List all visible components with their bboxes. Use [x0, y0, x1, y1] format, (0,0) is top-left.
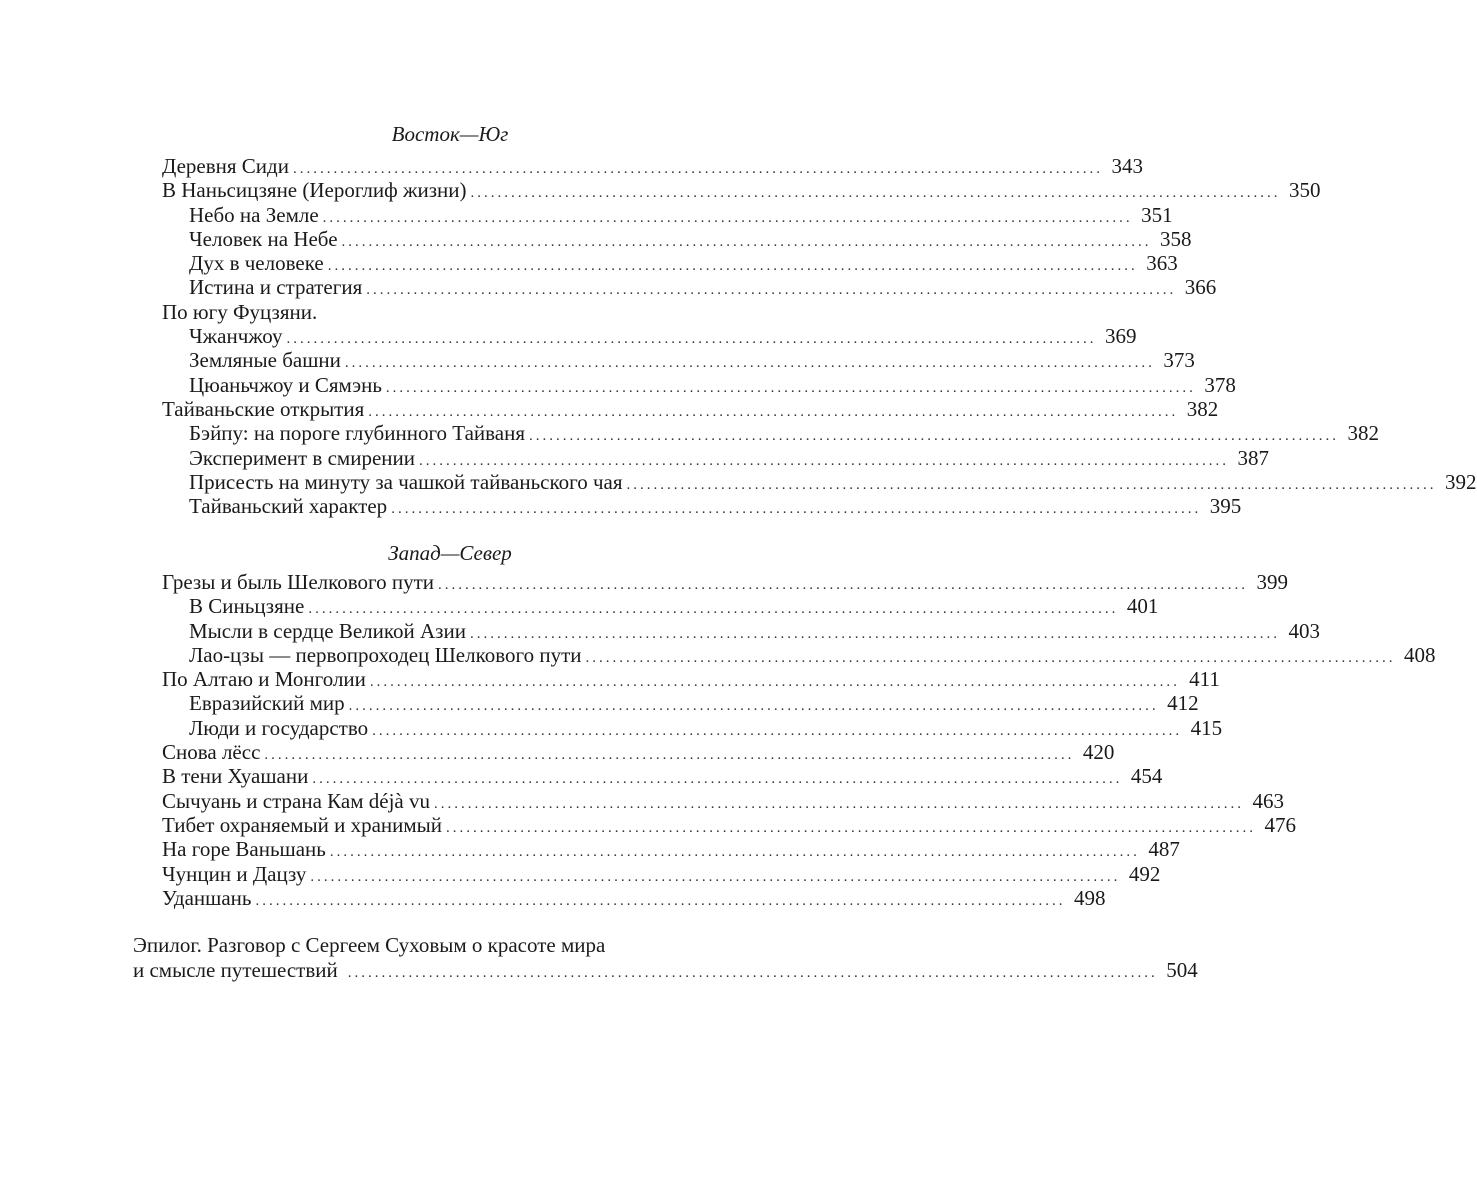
page-number: 395	[1209, 494, 1242, 519]
toc-entry[interactable]	[162, 445, 1269, 470]
toc-entry-title: Цюаньчжоу и Сямэнь	[189, 372, 382, 397]
toc-entry[interactable]	[162, 494, 1242, 519]
toc-entry-title: В Синьцзяне	[189, 594, 305, 619]
toc-entry[interactable]	[162, 618, 1320, 643]
toc-entry[interactable]	[162, 396, 1219, 421]
toc-entry-title: Истина и стратегия	[189, 275, 363, 300]
dot-leader: ........................................................................................................................	[310, 868, 1121, 885]
page-number: 366	[1184, 275, 1217, 300]
toc-entry[interactable]	[162, 691, 1199, 716]
toc-entry[interactable]	[162, 740, 1115, 765]
toc-entry-title: Люди и государство	[189, 715, 369, 740]
toc-entry[interactable]	[162, 324, 1137, 349]
dot-leader: ........................................................................................................................	[286, 331, 1097, 348]
page-number: 351	[1141, 202, 1173, 227]
toc-entry-title: На горе Ваньшань	[162, 837, 326, 862]
dot-leader: ........................................................................................................................	[391, 501, 1202, 518]
toc-entry-title: Чжанчжоу	[189, 324, 283, 349]
dot-leader: ........................................................................................................................	[419, 452, 1229, 469]
toc-entry[interactable]	[162, 348, 1195, 373]
page-number: 420	[1082, 740, 1115, 765]
page-number: 363	[1146, 251, 1178, 276]
page-number: 498	[1073, 885, 1106, 910]
dot-leader: ........................................................................................................................	[348, 698, 1159, 715]
page-number: 382	[1347, 421, 1380, 446]
page-number: 378	[1204, 372, 1236, 397]
toc-entry[interactable]	[162, 861, 1161, 886]
page-number: 415	[1190, 715, 1223, 740]
toc-entry[interactable]	[162, 570, 1289, 594]
page-number: 350	[1289, 178, 1321, 203]
section-title-west-north: Запад—Север	[388, 541, 512, 565]
dot-leader: ........................................................................................................................	[347, 965, 1158, 981]
page-number: 403	[1288, 618, 1320, 643]
page-number: 454	[1130, 764, 1163, 789]
toc-entry-title: Мысли в сердце Великой Азии	[189, 618, 466, 643]
toc-entry-title: Человек на Небе	[189, 226, 338, 251]
page-number: 369	[1104, 324, 1137, 349]
page-number: 343	[1111, 154, 1143, 178]
toc-entry-title: В тени Хуашани	[162, 764, 309, 789]
toc-entry-title: В Наньсицзяне (Иероглиф жизни)	[162, 178, 467, 203]
toc-entry[interactable]	[162, 226, 1192, 251]
page-number: 387	[1237, 445, 1269, 470]
dot-leader: ........................................................................................................................	[264, 747, 1075, 764]
toc-entry-title: Тибет охраняемый и хранимый	[162, 812, 443, 837]
page-number: 392	[1445, 469, 1477, 494]
toc-entry-title: Тайваньские открытия	[162, 396, 365, 421]
dot-leader: ........................................................................................................................	[322, 209, 1133, 226]
toc-entry[interactable]	[162, 372, 1236, 397]
dot-leader: ........................................................................................................................	[292, 161, 1103, 177]
page-number: 504	[1166, 958, 1198, 982]
dot-leader: ........................................................................................................................	[372, 722, 1183, 739]
dot-leader: ........................................................................................................................	[341, 233, 1152, 250]
dot-leader: ........................................................................................................................	[446, 819, 1257, 836]
toc-entry[interactable]	[162, 837, 1180, 862]
toc-entry[interactable]	[162, 154, 1143, 178]
epilogue-title-line1: Эпилог. Разговор с Сергеем Суховым о красоте мира	[133, 933, 606, 957]
dot-leader: ........................................................................................................................	[438, 577, 1249, 593]
toc-entry[interactable]	[162, 885, 1106, 910]
page-number: 373	[1163, 348, 1195, 373]
toc-entry[interactable]	[162, 715, 1223, 740]
dot-leader: ........................................................................................................................	[470, 185, 1281, 202]
toc-entry[interactable]	[162, 300, 794, 324]
page-number: 382	[1186, 396, 1219, 421]
page-number: 408	[1403, 642, 1436, 667]
toc-entry-title: Чунцин и Дацзу	[162, 861, 307, 886]
page-number: 463	[1252, 788, 1284, 813]
toc-entry[interactable]	[162, 275, 1217, 300]
toc-entry-title: Эксперимент в смирении	[189, 445, 415, 470]
dot-leader: ........................................................................................................................	[344, 355, 1155, 372]
toc-entry-title: Сычуань и страна Кам déjà vu	[162, 788, 430, 813]
dot-leader: ........................................................................................................................	[469, 625, 1280, 642]
page-number: 487	[1148, 837, 1180, 862]
dot-leader: ........................................................................................................................	[385, 379, 1196, 396]
dot-leader: ........................................................................................................................	[626, 476, 1437, 493]
page-number: 401	[1126, 594, 1159, 619]
toc-entry-title: Грезы и быль Шелкового пути	[162, 570, 435, 594]
toc-entry[interactable]	[162, 594, 1159, 619]
toc-entry-title: Евразийский мир	[189, 691, 345, 716]
toc-entry-title: Присесть на минуту за чашкой тайваньского чая	[189, 469, 623, 494]
toc-entry[interactable]	[162, 469, 1477, 494]
toc-entry[interactable]	[162, 251, 1178, 276]
dot-leader: ........................................................................................................................	[529, 428, 1340, 445]
dot-leader: ........................................................................................................................	[366, 282, 1177, 299]
toc-list-west-north	[162, 570, 1436, 910]
toc-entry[interactable]	[162, 421, 1380, 446]
toc-entry[interactable]	[162, 764, 1163, 789]
page-number: 492	[1128, 861, 1161, 886]
toc-entry-title: Лао-цзы — первопроходец Шелкового пути	[189, 642, 582, 667]
toc-entry-title: Земляные башни	[189, 348, 341, 373]
page-number: 358	[1160, 226, 1192, 251]
epilogue-entry[interactable]	[133, 933, 1198, 983]
dot-leader: ........................................................................................................................	[369, 674, 1180, 691]
toc-entry-title: Дух в человеке	[189, 251, 324, 276]
dot-leader: ........................................................................................................................	[329, 844, 1140, 861]
toc-entry-title: Небо на Земле	[189, 202, 319, 227]
dot-leader: ........................................................................................................................	[585, 649, 1396, 666]
toc-entry[interactable]	[162, 178, 1321, 203]
toc-entry-title: Уданшань	[162, 885, 252, 910]
toc-entry-title: Деревня Сиди	[162, 154, 289, 178]
toc-entry[interactable]	[162, 642, 1436, 667]
dot-leader: ........................................................................................................................	[327, 258, 1138, 275]
dot-leader: ........................................................................................................................	[433, 795, 1244, 812]
epilogue-title-line2: и смысле путешествий	[133, 958, 338, 982]
page-number: 399	[1256, 570, 1289, 594]
section-title-east-south: Восток—Юг	[391, 122, 509, 146]
toc-entry-title: По югу Фуцзяни.	[162, 299, 318, 324]
toc-entry-title: Снова лёсс	[162, 740, 261, 765]
toc-entry[interactable]	[162, 667, 1220, 692]
page-number: 476	[1264, 812, 1297, 837]
toc-entry[interactable]	[162, 788, 1284, 813]
page-number: 412	[1167, 691, 1199, 716]
dot-leader: ........................................................................................................................	[368, 403, 1179, 420]
dot-leader: ........................................................................................................................	[312, 771, 1123, 788]
page-number: 411	[1189, 667, 1220, 692]
toc-entry[interactable]	[162, 812, 1297, 837]
toc-entry[interactable]	[162, 202, 1173, 227]
toc-entry-title: Тайваньский характер	[189, 494, 388, 519]
toc-entry-title: По Алтаю и Монголии	[162, 667, 366, 692]
dot-leader: ........................................................................................................................	[255, 892, 1066, 909]
toc-entry-title: Бэйпу: на пороге глубинного Тайваня	[189, 421, 526, 446]
dot-leader: ........................................................................................................................	[308, 601, 1119, 618]
toc-list-east-south	[162, 154, 1477, 519]
